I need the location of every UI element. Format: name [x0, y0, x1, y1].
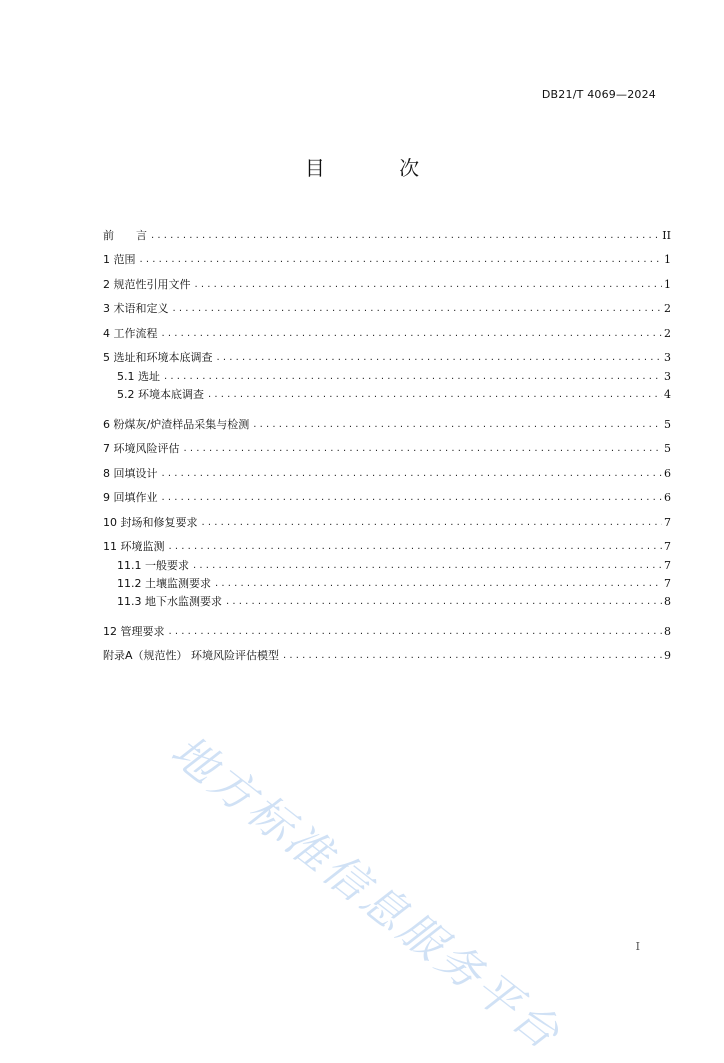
- toc-dot-leader: [160, 489, 663, 506]
- toc-entry-normative-references[interactable]: [103, 268, 671, 293]
- toc-entry-label: 11.3 地下水监测要求: [117, 595, 222, 608]
- toc-entry-label: 5.2 环境本底调查: [117, 388, 204, 401]
- toc-subentry-soil-monitoring[interactable]: [103, 573, 671, 591]
- toc-entry-page: 9: [664, 649, 671, 662]
- toc-entry-workflow[interactable]: [103, 317, 671, 342]
- toc-entry-label: 前 言: [103, 228, 147, 242]
- toc-entry-label: 7 环境风险评估: [103, 442, 180, 455]
- toc-entry-page: 3: [664, 351, 671, 364]
- toc-entry-page: 3: [664, 370, 671, 383]
- toc-dot-leader: [160, 325, 663, 342]
- toc-entry-closure-restoration[interactable]: [103, 506, 671, 531]
- toc-entry-label: 6 粉煤灰/炉渣样品采集与检测: [103, 417, 250, 431]
- toc-entry-label: 1 范围: [103, 253, 136, 266]
- toc-entry-label: 11.2 土壤监测要求: [117, 577, 211, 590]
- toc-dot-leader: [138, 251, 663, 268]
- toc-entry-page: 5: [664, 417, 671, 431]
- toc-entry-page: 6: [664, 491, 671, 504]
- toc-entry-page: 7: [664, 515, 671, 529]
- toc-dot-leader: [206, 388, 662, 402]
- toc-entry-page: 7: [664, 577, 671, 590]
- toc-entry-label: 4 工作流程: [103, 326, 158, 340]
- toc-entry-label: 11 环境监测: [103, 540, 165, 553]
- toc-entry-terms-definitions[interactable]: [103, 293, 671, 318]
- toc-entry-environmental-monitoring[interactable]: [103, 531, 671, 556]
- toc-entry-risk-assessment[interactable]: [103, 433, 671, 458]
- toc-entry-page: II: [662, 228, 671, 242]
- toc-dot-leader: [160, 465, 663, 482]
- toc-entry-label: 附录A（规范性） 环境风险评估模型: [103, 649, 280, 662]
- toc-dot-leader: [215, 349, 663, 366]
- page-number: I: [635, 940, 640, 953]
- toc-dot-leader: [193, 276, 663, 293]
- toc-dot-leader: [167, 623, 663, 640]
- toc-dot-leader: [224, 595, 662, 609]
- toc-dot-leader: [182, 440, 663, 457]
- toc-entry-foreword[interactable]: [103, 219, 671, 244]
- toc-dot-leader: [200, 514, 663, 531]
- toc-dot-leader: [167, 538, 663, 555]
- toc-entry-page: 7: [664, 559, 671, 572]
- table-of-contents: [103, 219, 671, 664]
- page-title: 目 次: [304, 156, 454, 180]
- toc-dot-leader: [251, 416, 662, 433]
- toc-dot-leader: [171, 300, 663, 317]
- toc-entry-label: 10 封场和修复要求: [103, 515, 198, 529]
- toc-subentry-groundwater-monitoring[interactable]: [103, 591, 671, 609]
- toc-entry-backfill-design[interactable]: [103, 457, 671, 482]
- toc-entry-label: 12 管理要求: [103, 624, 165, 638]
- toc-entry-appendix-a[interactable]: [103, 640, 671, 665]
- watermark: 地方标准信息服务平台: [161, 725, 572, 1062]
- toc-subentry-background-survey[interactable]: [103, 384, 671, 402]
- toc-subentry-general-requirements[interactable]: [103, 555, 671, 573]
- toc-dot-leader: [191, 559, 662, 573]
- toc-entry-page: 1: [664, 277, 671, 291]
- toc-entry-sampling-testing[interactable]: [103, 408, 671, 433]
- toc-entry-label: 5.1 选址: [117, 370, 160, 383]
- toc-entry-label: 5 选址和环境本底调查: [103, 351, 213, 364]
- toc-entry-page: 8: [664, 624, 671, 638]
- toc-entry-backfill-operation[interactable]: [103, 482, 671, 507]
- toc-entry-label: 9 回填作业: [103, 491, 158, 504]
- toc-entry-label: 8 回填设计: [103, 466, 158, 480]
- toc-entry-label: 11.1 一般要求: [117, 559, 189, 572]
- toc-entry-page: 2: [664, 326, 671, 340]
- toc-entry-page: 1: [664, 253, 671, 266]
- toc-dot-leader: [149, 227, 660, 244]
- toc-entry-page: 6: [664, 466, 671, 480]
- toc-entry-page: 2: [664, 302, 671, 315]
- toc-entry-page: 4: [664, 388, 671, 401]
- toc-entry-page: 8: [664, 595, 671, 608]
- toc-entry-label: 2 规范性引用文件: [103, 277, 191, 291]
- toc-entry-management[interactable]: [103, 615, 671, 640]
- toc-subentry-site-selection[interactable]: [103, 366, 671, 384]
- toc-dot-leader: [162, 370, 662, 384]
- toc-entry-page: 7: [664, 540, 671, 553]
- toc-dot-leader: [213, 577, 662, 591]
- toc-dot-leader: [281, 647, 662, 664]
- toc-entry-site-selection-survey[interactable]: [103, 342, 671, 367]
- toc-entry-page: 5: [664, 442, 671, 455]
- toc-entry-scope[interactable]: [103, 244, 671, 269]
- toc-entry-label: 3 术语和定义: [103, 302, 169, 315]
- standard-code: DB21/T 4069—2024: [541, 88, 656, 101]
